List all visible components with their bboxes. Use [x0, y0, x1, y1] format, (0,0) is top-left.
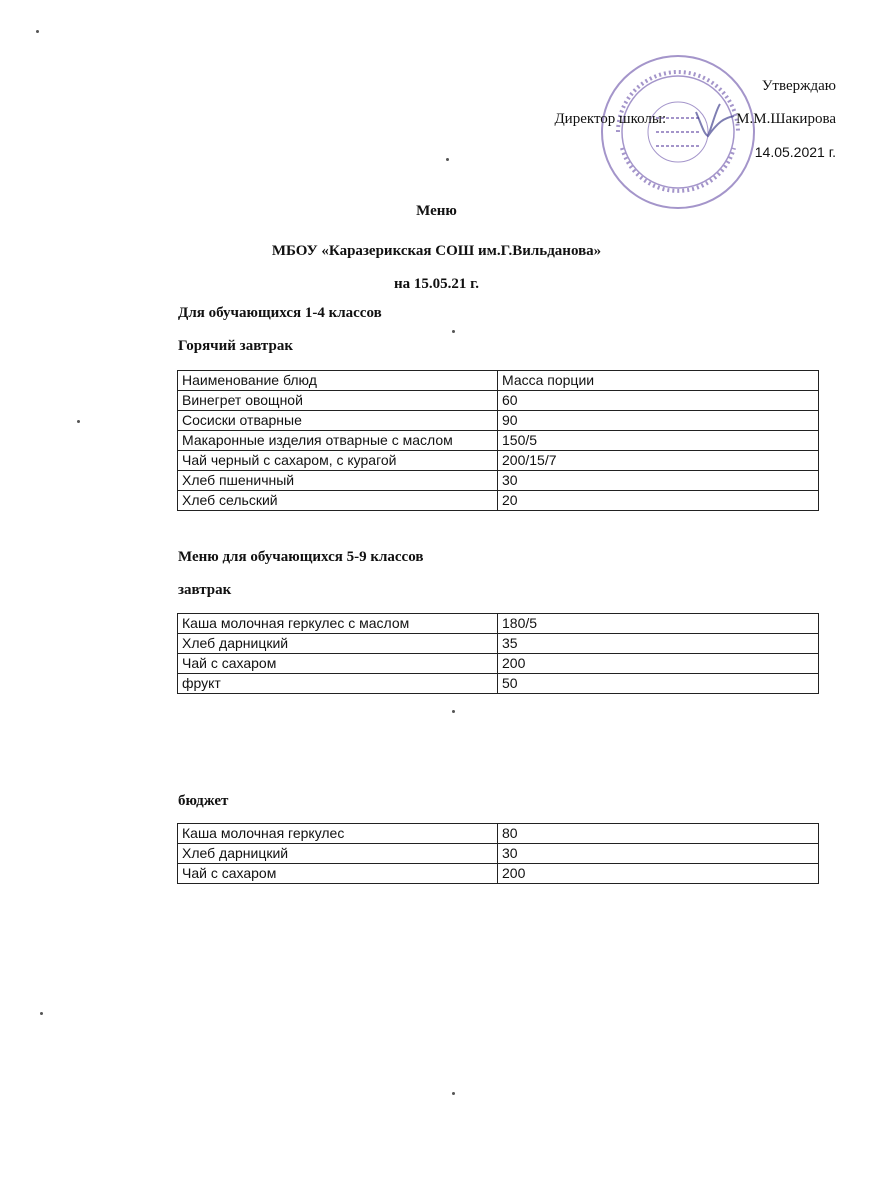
group-heading-5-9: Меню для обучающихся 5-9 классов	[178, 549, 424, 565]
approval-director-line	[554, 111, 836, 128]
scan-speck	[446, 158, 449, 161]
table-row	[178, 614, 819, 634]
dish-name-cell: Чай с сахаром	[178, 864, 498, 884]
group-heading-1-4: Для обучающихся 1-4 классов	[178, 305, 382, 321]
scan-speck	[452, 330, 455, 333]
dish-name-cell: фрукт	[178, 674, 498, 694]
menu-table-budget	[177, 823, 819, 884]
dish-name-cell: Хлеб дарницкий	[178, 844, 498, 864]
portion-mass-cell: 35	[498, 634, 819, 654]
dish-name-cell: Чай черный с сахаром, с курагой	[178, 451, 498, 471]
menu-table-grades-5-9	[177, 613, 819, 694]
table-row	[178, 431, 819, 451]
dish-name-cell: Хлеб пшеничный	[178, 471, 498, 491]
table-row	[178, 864, 819, 884]
portion-mass-cell: Масса порции	[498, 371, 819, 391]
table-row	[178, 844, 819, 864]
portion-mass-cell: 20	[498, 491, 819, 511]
dish-name-cell: Хлеб сельский	[178, 491, 498, 511]
dish-name-cell: Макаронные изделия отварные с маслом	[178, 431, 498, 451]
scan-speck	[452, 1092, 455, 1095]
approval-date: 14.05.2021 г.	[754, 144, 836, 160]
scan-speck	[36, 30, 39, 33]
document-title: Меню	[416, 203, 457, 219]
portion-mass-cell: 30	[498, 844, 819, 864]
table-row	[178, 471, 819, 491]
table-row	[178, 411, 819, 431]
meal-heading-breakfast: завтрак	[178, 582, 232, 598]
table-row	[178, 371, 819, 391]
meal-heading-budget: бюджет	[178, 793, 229, 809]
portion-mass-cell: 90	[498, 411, 819, 431]
meal-heading-hot-breakfast: Горячий завтрак	[178, 338, 293, 354]
dish-name-cell: Наименование блюд	[178, 371, 498, 391]
director-name: М.М.Шакирова	[736, 111, 836, 127]
portion-mass-cell: 80	[498, 824, 819, 844]
dish-name-cell: Чай с сахаром	[178, 654, 498, 674]
dish-name-cell: Каша молочная геркулес с маслом	[178, 614, 498, 634]
portion-mass-cell: 150/5	[498, 431, 819, 451]
portion-mass-cell: 50	[498, 674, 819, 694]
menu-table-grades-1-4	[177, 370, 819, 511]
table-row	[178, 674, 819, 694]
scan-speck	[77, 420, 80, 423]
portion-mass-cell: 200	[498, 864, 819, 884]
portion-mass-cell: 30	[498, 471, 819, 491]
table-row	[178, 634, 819, 654]
approval-title: Утверждаю	[761, 78, 836, 94]
table-row	[178, 391, 819, 411]
table-row	[178, 451, 819, 471]
dish-name-cell: Каша молочная геркулес	[178, 824, 498, 844]
portion-mass-cell: 180/5	[498, 614, 819, 634]
menu-date: на 15.05.21 г.	[393, 276, 479, 292]
scan-speck	[40, 1012, 43, 1015]
dish-name-cell: Сосиски отварные	[178, 411, 498, 431]
scan-speck	[452, 710, 455, 713]
school-name: МБОУ «Каразерикская СОШ им.Г.Вильданова»	[271, 243, 602, 259]
dish-name-cell: Хлеб дарницкий	[178, 634, 498, 654]
portion-mass-cell: 60	[498, 391, 819, 411]
dish-name-cell: Винегрет овощной	[178, 391, 498, 411]
table-row	[178, 491, 819, 511]
portion-mass-cell: 200	[498, 654, 819, 674]
portion-mass-cell: 200/15/7	[498, 451, 819, 471]
director-label: Директор школы:	[554, 111, 667, 127]
table-row	[178, 654, 819, 674]
table-row	[178, 824, 819, 844]
